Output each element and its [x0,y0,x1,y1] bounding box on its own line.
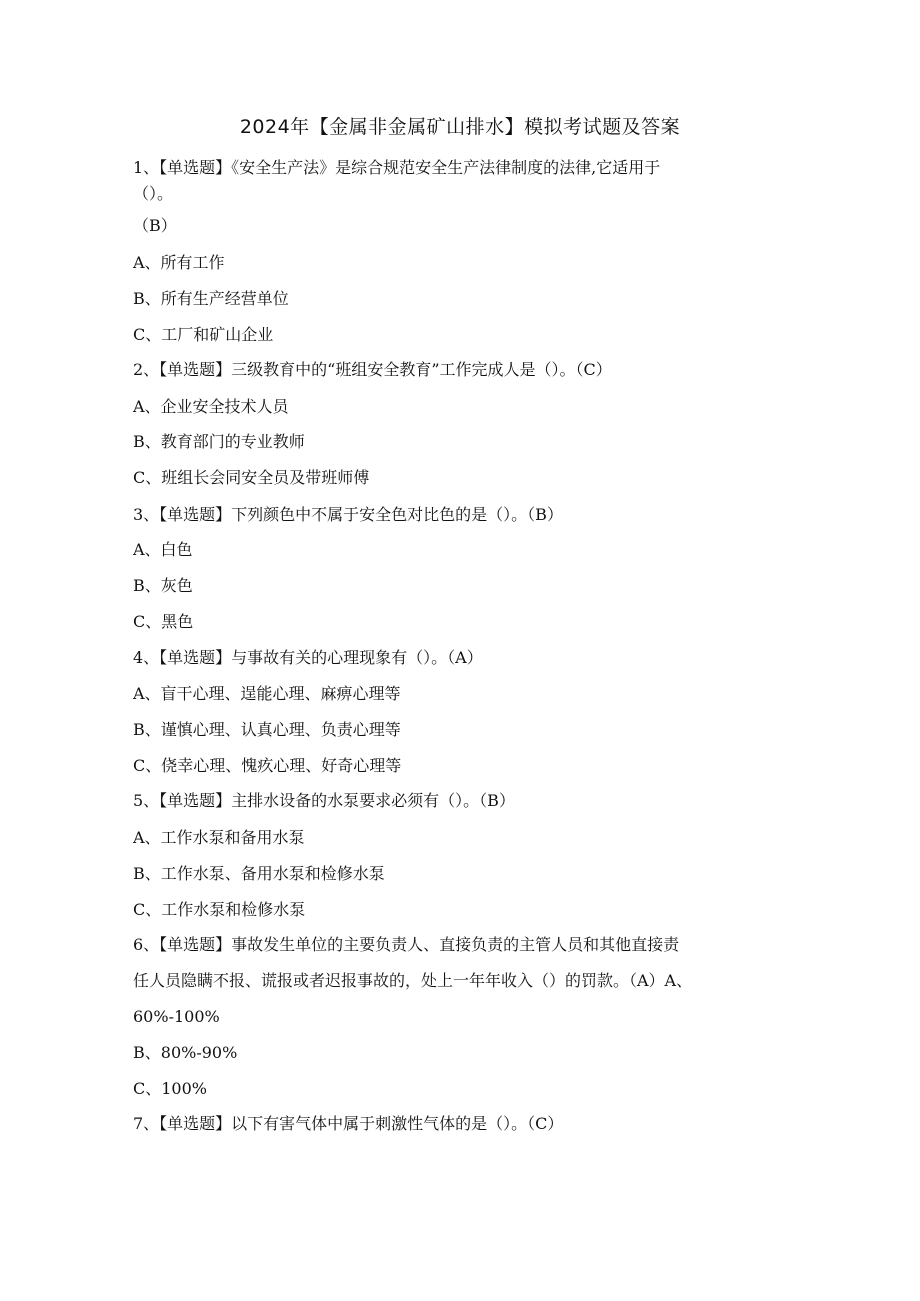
document-title: 2024年【金属非金属矿山排水】模拟考试题及答案 [239,116,681,138]
question-4-stem: 4、【单选题】与事故有关的心理现象有（）。（A） [133,648,483,667]
question-6-stem-line-2: 任人员隐瞒不报、谎报或者迟报事故的，处上一年年收入（）的罚款。（A）A、 [133,971,693,990]
question-1-stem-line-1: 1、【单选题】《安全生产法》是综合规范安全生产法律制度的法律,它适用于 [133,158,661,177]
question-1-option-b: B、所有生产经营单位 [133,289,289,308]
question-4-option-c: C、侥幸心理、愧疚心理、好奇心理等 [133,756,402,775]
question-2-option-b: B、教育部门的专业教师 [133,432,305,451]
question-6-option-c: C、100% [133,1079,207,1098]
question-7-stem: 7、【单选题】以下有害气体中属于刺激性气体的是（）。（C） [133,1114,564,1133]
question-5-option-a: A、工作水泵和备用水泵 [133,828,305,847]
question-3-stem: 3、【单选题】下列颜色中不属于安全色对比色的是（）。（B） [133,505,563,524]
question-1-option-c: C、工厂和矿山企业 [133,325,274,344]
question-6-stem-line-1: 6、【单选题】事故发生单位的主要负责人、直接负责的主管人员和其他直接责 [133,935,680,954]
question-3-option-c: C、黑色 [133,612,194,631]
question-4-option-b: B、谨慎心理、认真心理、负责心理等 [133,720,401,739]
question-1-option-a: A、所有工作 [133,253,225,272]
question-2-stem: 2、【单选题】三级教育中的“班组安全教育”工作完成人是（）。（C） [133,360,612,379]
question-5-stem: 5、【单选题】主排水设备的水泵要求必须有（）。（B） [133,791,515,810]
question-6-stem-line-3: 60%-100% [133,1007,220,1026]
question-2-option-c: C、班组长会同安全员及带班师傅 [133,468,370,487]
question-5-option-b: B、工作水泵、备用水泵和检修水泵 [133,864,385,883]
question-2-option-a: A、企业安全技术人员 [133,397,289,416]
question-3-option-b: B、灰色 [133,576,193,595]
question-1-stem-line-2: （）。 [133,184,174,203]
question-5-option-c: C、工作水泵和检修水泵 [133,900,306,919]
question-6-option-b: B、80%-90% [133,1043,238,1062]
question-3-option-a: A、白色 [133,540,193,559]
question-1-answer: （B） [133,216,177,235]
question-4-option-a: A、盲干心理、逞能心理、麻痹心理等 [133,684,401,703]
